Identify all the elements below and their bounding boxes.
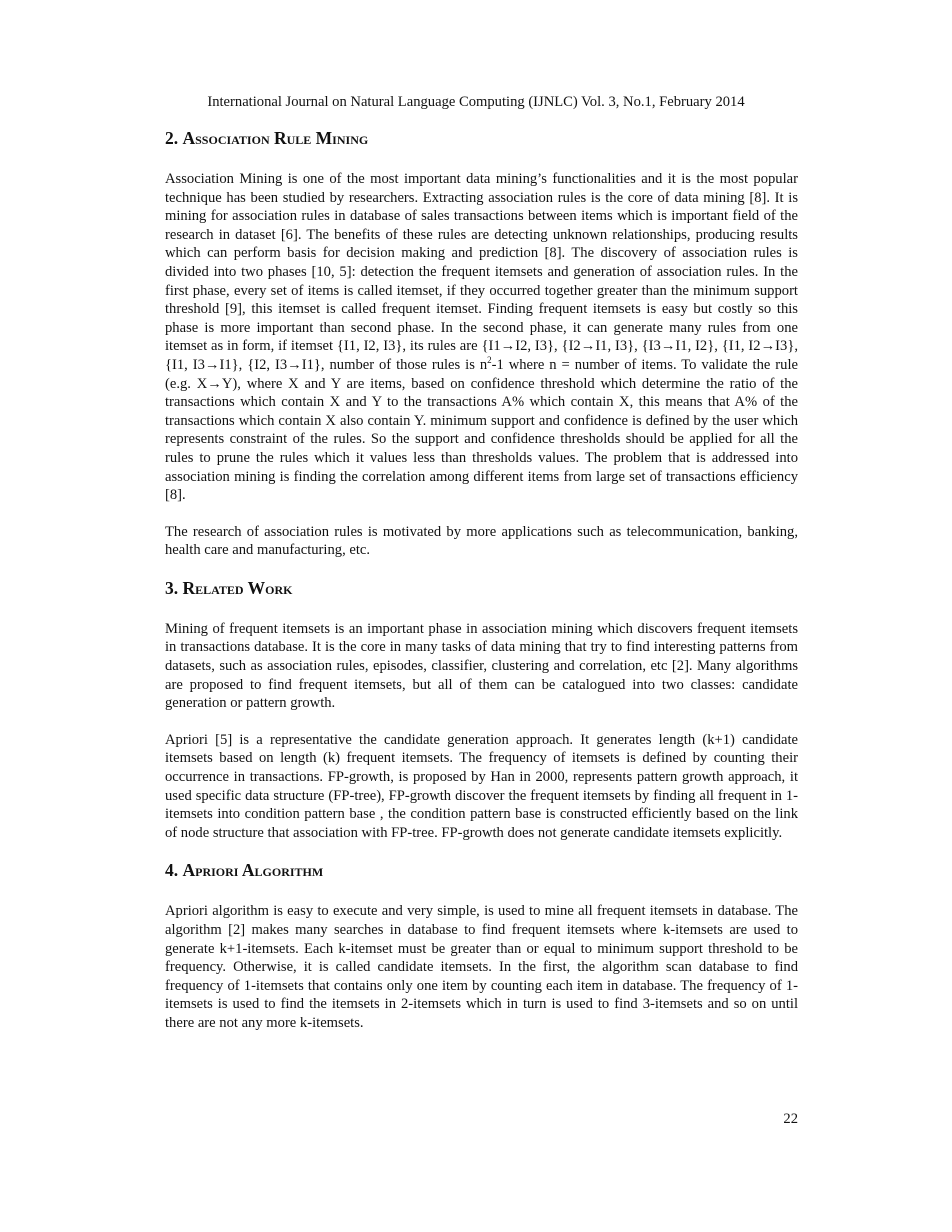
exponent: 2: [487, 355, 492, 366]
page-number: 22: [783, 1111, 798, 1127]
paragraph-related-work-1: Mining of frequent itemsets is an important phase in association mining which discovers frequent itemsets in transactions database. It is the core in many tasks of data mining that try to find interesting patterns from datasets, such as association rules, episodes, classifier, clustering and correlation, etc [2]. Many algorithms are proposed to find frequent itemsets, but all of them can be catalogued into two classes: candidate generation or pattern growth.: [165, 620, 798, 712]
paragraph-related-work-2: Apriori [5] is a representative the candidate generation approach. It generates length (k+1) candidate itemsets based on length (k) frequent itemsets. The frequency of itemsets is defined by counting their occurrence in transactions. FP-growth, is proposed by Han in 2000, represents pattern growth approach, it used specific data structure (FP-tree), FP-growth discover the frequent itemsets by finding all frequent in 1-itemsets into condition pattern base , the condition pattern base is constructed efficiently based on the link of node structure that association with FP-tree. FP-growth does not generate candidate itemsets explicitly.: [165, 731, 798, 841]
section-title: Apriori Algorithm: [182, 860, 324, 881]
rules-notation: {I1→I2, I3}, {I2→I1, I3}, {I3→I1, I2}, {I1, I2→I3}, {I1, I3→I1}, {I2, I3→I1}: [165, 338, 798, 373]
page-body: [165, 126, 798, 1033]
paragraph-apriori: Apriori algorithm is easy to execute and very simple, is used to mine all frequent itemsets in database. The algorithm [2] makes many searches in database to find frequent itemsets where k-itemsets are used to generate k+1-itemsets. Each k-itemset must be greater than or equal to minimum support threshold to be frequency. Otherwise, it is called candidate itemsets. In the first, the algorithm scan database to find frequency of 1-itemsets that contains only one item by counting each item in database. The frequency of 1-itemsets is used to find the itemsets in 2-itemsets which in turn is used to find 3-itemsets and so on until there are not any more k-itemsets.: [165, 903, 798, 1031]
running-head: International Journal on Natural Language Computing (IJNLC) Vol. 3, No.1, February 2014: [207, 94, 745, 110]
section-heading-related-work: [165, 576, 798, 600]
section-heading-apriori-algorithm: [165, 858, 798, 882]
section-number: 3.: [165, 577, 179, 598]
section-heading-association-rule-mining: [165, 126, 798, 150]
rule-example: X→Y: [196, 375, 233, 392]
section-number: 4.: [165, 860, 179, 881]
paragraph-association-mining: Association Mining is one of the most important data mining’s functionalities and it is the most popular technique has been studied by researchers. Extracting association rules is the core of data mining [8]. It is mining for association rules in database of sales transactions between items which is important field of the research in dataset [6]. The benefits of these rules are detecting unknown relationships, producing results which can perform basis for decision making and prediction [8]. The discovery of association rules is divided into two phases [10, 5]: detection the frequent itemsets and generation of association rules. In the first phase, every set of items is called itemset, if they occurred together greater than the minimum support threshold [9], this itemset is called frequent itemset. Finding frequent itemsets is easy but costly so this phase is more important than second phase. In the second phase, it can generate many rules from one itemset as in form, if itemset {I1, I2, I3}, its rules are {I1→I2, I3}, {I2→I1, I3}, {I3→I1, I2}, {I1, I2→I3}, {I1, I3→I1}, {I2, I3→I1}, number of those rules is $n^2-1$ where n = number of items. To validate the rule (e.g. X→Y), where X and Y are items, based on confidence threshold which determine the ratio of the transactions which contain X and Y to the transactions A% which contain X, this means that A% of the transactions which contain X also contain Y. minimum support and confidence is defined by the user which represents constraint of the rules. So the support and confidence thresholds should be applied for all the rules to prune the rules which it values less than thresholds values. The problem that is addressed into association mining is finding the correlation among different items from large set of transactions efficiency [8].: [165, 171, 798, 504]
section-title: Related Work: [182, 577, 293, 598]
section-number: 2.: [165, 128, 179, 148]
itemset-notation: {I1, I2, I3}: [336, 338, 403, 355]
paragraph-applications: The research of association rules is motivated by more applications such as telecommunication, banking, health care and manufacturing, etc.: [165, 523, 798, 559]
section-title: Association Rule Mining: [182, 128, 369, 148]
